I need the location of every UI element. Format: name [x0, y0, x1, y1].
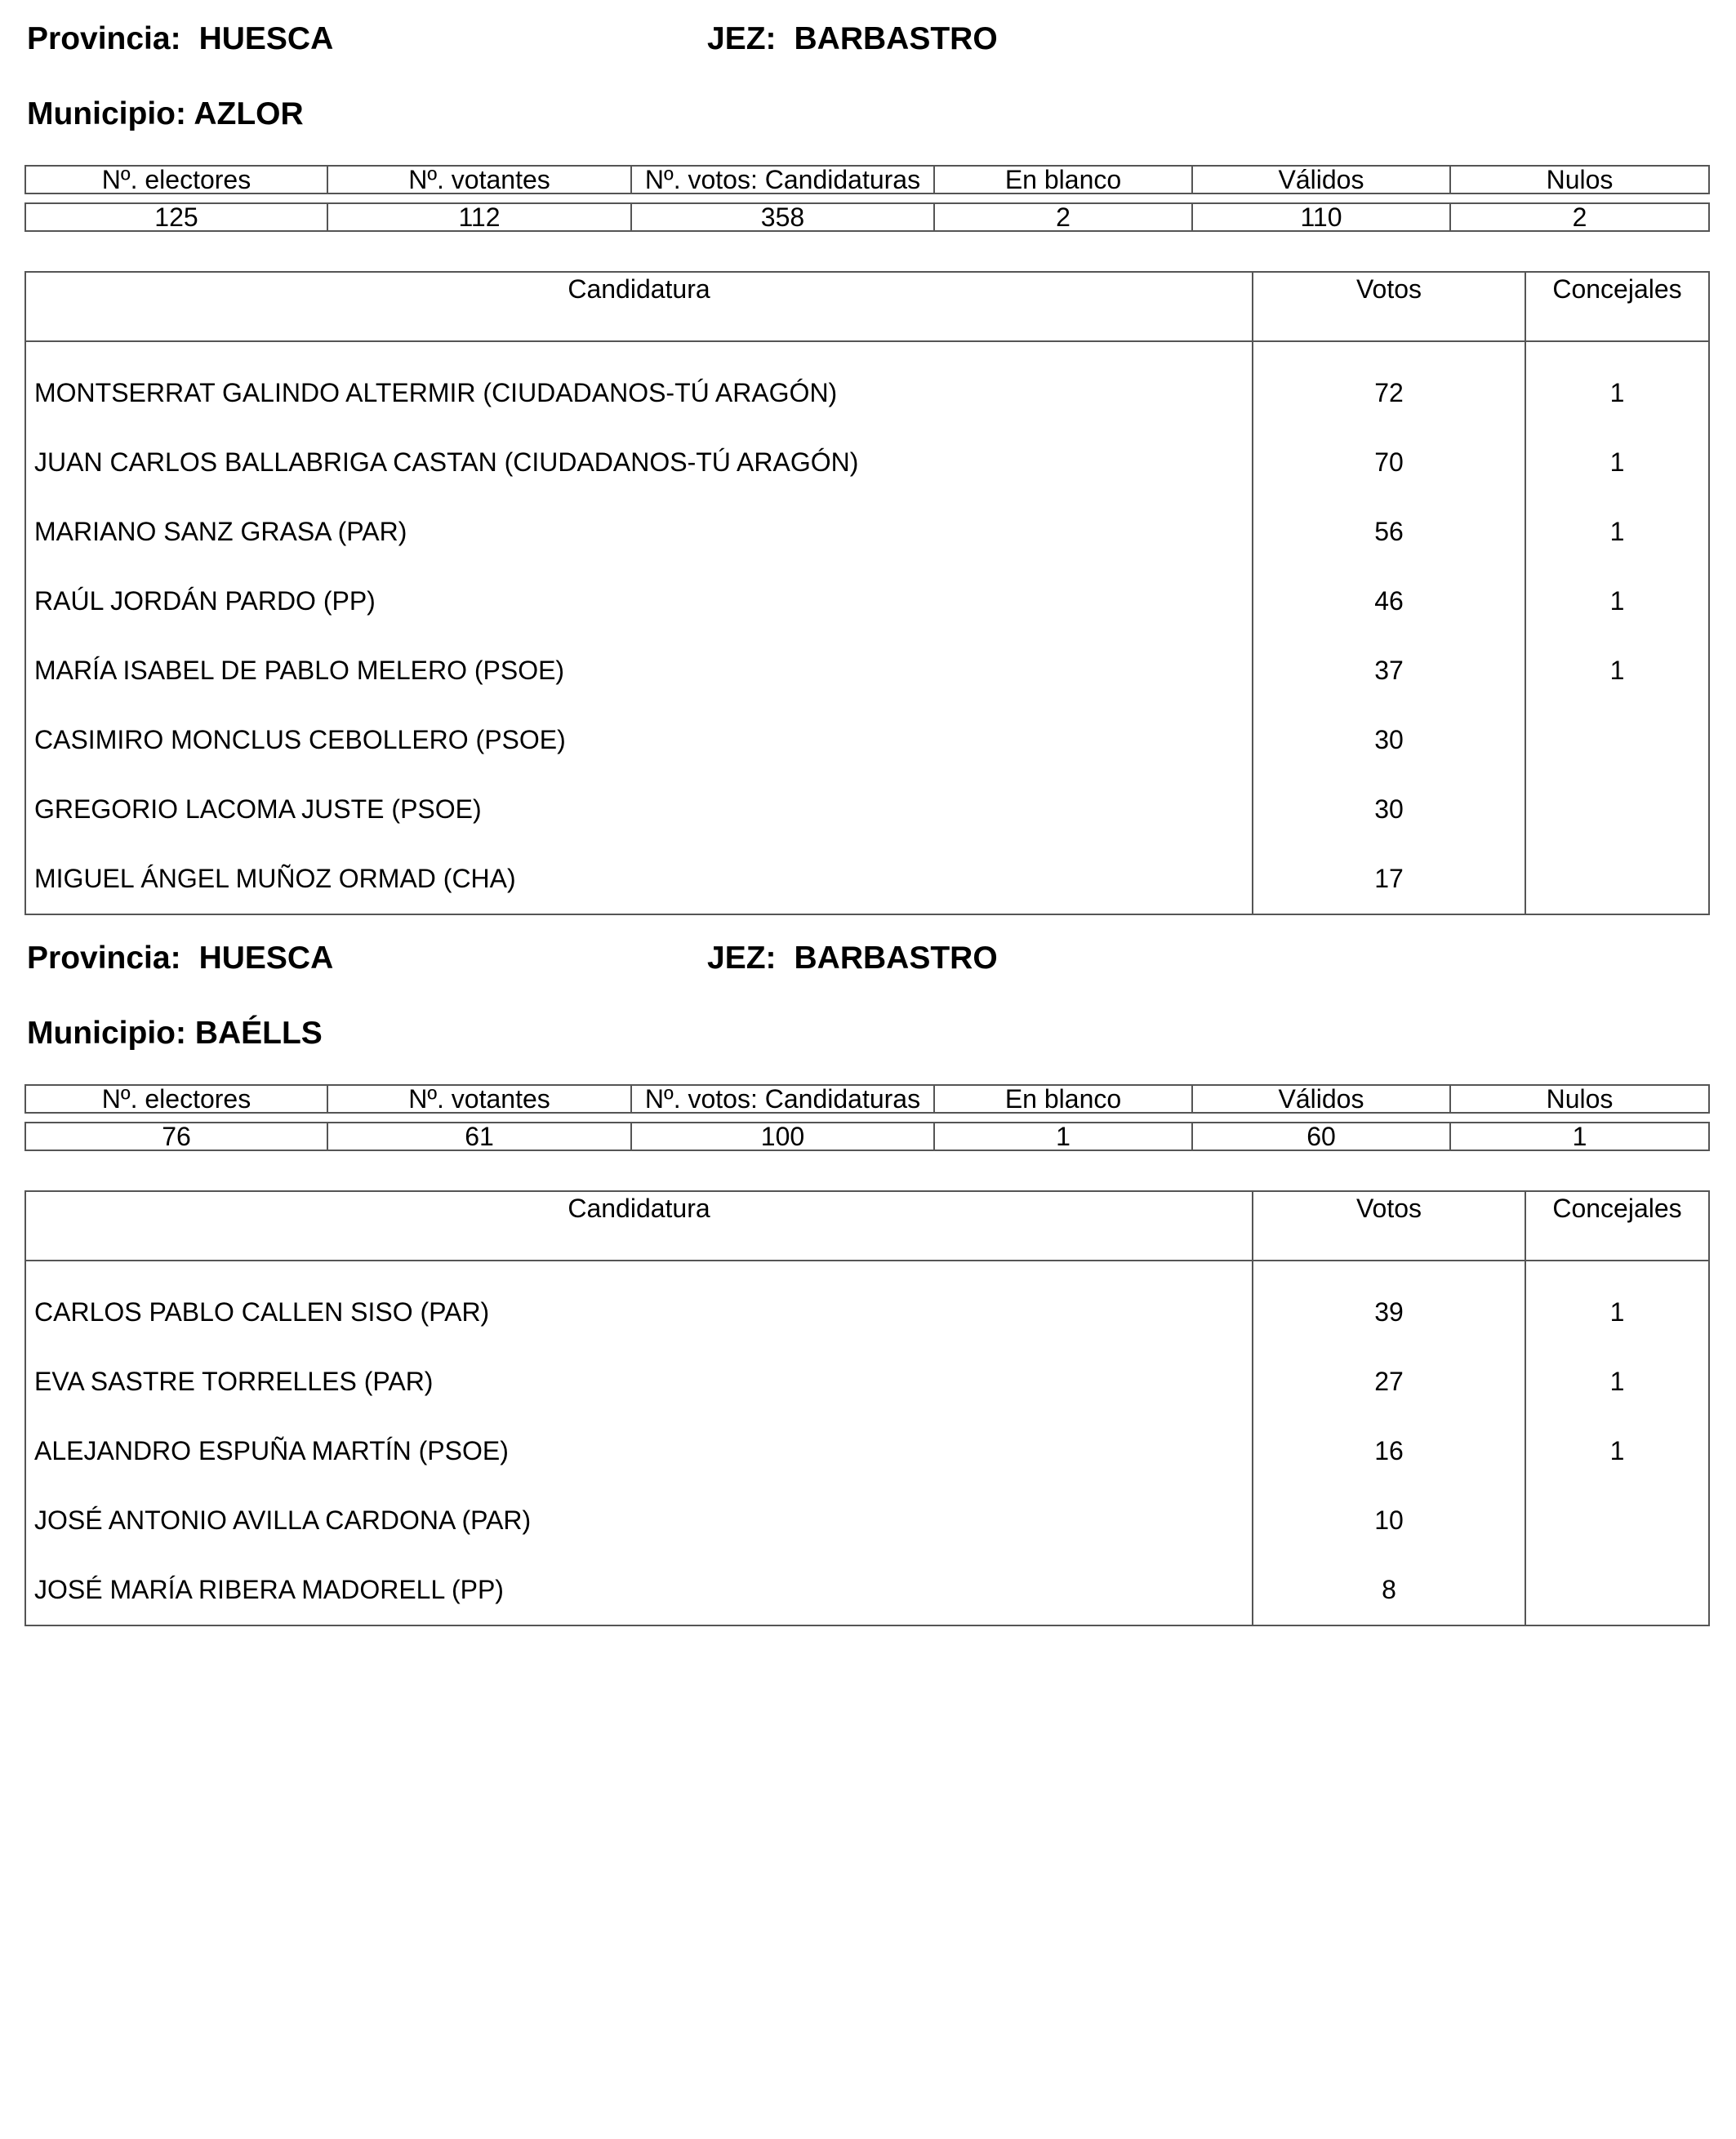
table-row — [25, 1555, 1709, 1625]
candidate-concejales — [1525, 1555, 1709, 1625]
stats-header-en-blanco: En blanco — [934, 166, 1192, 193]
table-row — [25, 428, 1709, 497]
table-row — [25, 497, 1709, 567]
candidates-header-row — [25, 272, 1709, 341]
candidate-concejales: 1 — [1525, 358, 1709, 428]
candidates-table — [24, 1190, 1710, 1626]
provincia-heading — [27, 23, 333, 55]
jez-label: JEZ: — [707, 21, 777, 56]
jez-heading — [707, 942, 998, 974]
header-votos: Votos — [1253, 1191, 1525, 1261]
candidate-concejales: 1 — [1525, 1347, 1709, 1416]
provincia-label: Provincia: — [27, 21, 181, 56]
header-candidatura: Candidatura — [25, 272, 1253, 341]
candidate-votos: 70 — [1253, 428, 1525, 497]
stats-header-votantes: Nº. votantes — [327, 166, 631, 193]
stats-value-votantes: 61 — [327, 1123, 631, 1150]
candidate-votos: 30 — [1253, 775, 1525, 844]
candidate-name: ALEJANDRO ESPUÑA MARTÍN (PSOE) — [25, 1416, 1253, 1486]
stats-value-votos-candidaturas: 100 — [631, 1123, 934, 1150]
table-row — [25, 844, 1709, 914]
table-row — [25, 636, 1709, 705]
stats-value-nulos: 2 — [1450, 203, 1709, 231]
candidate-concejales: 1 — [1525, 497, 1709, 567]
stats-value-row — [25, 203, 1709, 231]
stats-value-electores: 76 — [25, 1123, 327, 1150]
candidate-votos: 39 — [1253, 1278, 1525, 1347]
stats-value-row — [25, 1123, 1709, 1150]
candidate-votos: 46 — [1253, 567, 1525, 636]
stats-table — [24, 165, 1710, 232]
candidate-name: CASIMIRO MONCLUS CEBOLLERO (PSOE) — [25, 705, 1253, 775]
candidate-concejales: 1 — [1525, 636, 1709, 705]
stats-header-validos: Válidos — [1192, 1085, 1450, 1113]
candidates-header-row — [25, 1191, 1709, 1261]
candidate-name: GREGORIO LACOMA JUSTE (PSOE) — [25, 775, 1253, 844]
stats-header-nulos: Nulos — [1450, 1085, 1709, 1113]
jez-value: BARBASTRO — [794, 941, 998, 976]
candidate-name: MARÍA ISABEL DE PABLO MELERO (PSOE) — [25, 636, 1253, 705]
stats-header-votantes: Nº. votantes — [327, 1085, 631, 1113]
candidate-name: RAÚL JORDÁN PARDO (PP) — [25, 567, 1253, 636]
candidate-votos: 56 — [1253, 497, 1525, 567]
stats-table — [24, 1084, 1710, 1151]
municipio-value: BAÉLLS — [194, 1016, 323, 1051]
stats-header-votos-candidaturas: Nº. votos: Candidaturas — [631, 1085, 934, 1113]
stats-value-validos: 110 — [1192, 203, 1450, 231]
candidate-name: JOSÉ ANTONIO AVILLA CARDONA (PAR) — [25, 1486, 1253, 1555]
candidate-votos: 27 — [1253, 1347, 1525, 1416]
candidate-votos: 17 — [1253, 844, 1525, 914]
candidate-name: MARIANO SANZ GRASA (PAR) — [25, 497, 1253, 567]
candidate-votos: 72 — [1253, 358, 1525, 428]
stats-value-en-blanco: 2 — [934, 203, 1192, 231]
stats-value-nulos: 1 — [1450, 1123, 1709, 1150]
candidate-concejales — [1525, 844, 1709, 914]
stats-value-validos: 60 — [1192, 1123, 1450, 1150]
candidate-name: JOSÉ MARÍA RIBERA MADORELL (PP) — [25, 1555, 1253, 1625]
provincia-heading — [27, 942, 333, 974]
stats-value-votantes: 112 — [327, 203, 631, 231]
stats-header-electores: Nº. electores — [25, 166, 327, 193]
stats-header-validos: Válidos — [1192, 166, 1450, 193]
table-row — [25, 705, 1709, 775]
candidate-name: MIGUEL ÁNGEL MUÑOZ ORMAD (CHA) — [25, 844, 1253, 914]
candidate-concejales — [1525, 775, 1709, 844]
municipio-value: AZLOR — [194, 96, 304, 131]
candidate-name: JUAN CARLOS BALLABRIGA CASTAN (CIUDADANOS-TÚ ARAGÓN) — [25, 428, 1253, 497]
stats-value-en-blanco: 1 — [934, 1123, 1192, 1150]
table-row — [25, 1347, 1709, 1416]
candidate-votos: 8 — [1253, 1555, 1525, 1625]
jez-label: JEZ: — [707, 941, 777, 976]
table-row — [25, 358, 1709, 428]
jez-heading — [707, 23, 998, 55]
stats-header-row — [25, 1085, 1709, 1113]
municipio-label: Municipio: — [27, 96, 186, 131]
stats-value-votos-candidaturas: 358 — [631, 203, 934, 231]
candidate-name: EVA SASTRE TORRELLES (PAR) — [25, 1347, 1253, 1416]
candidates-table — [24, 271, 1710, 915]
candidate-votos: 16 — [1253, 1416, 1525, 1486]
stats-header-nulos: Nulos — [1450, 166, 1709, 193]
candidate-concejales: 1 — [1525, 428, 1709, 497]
table-row — [25, 567, 1709, 636]
candidate-concejales: 1 — [1525, 1416, 1709, 1486]
header-concejales: Concejales — [1525, 1191, 1709, 1261]
table-row — [25, 1486, 1709, 1555]
stats-value-electores: 125 — [25, 203, 327, 231]
header-votos: Votos — [1253, 272, 1525, 341]
candidate-votos: 37 — [1253, 636, 1525, 705]
table-row — [25, 775, 1709, 844]
municipio-heading — [27, 1017, 323, 1049]
provincia-value: HUESCA — [198, 941, 334, 976]
municipio-heading — [27, 98, 304, 130]
header-candidatura: Candidatura — [25, 1191, 1253, 1261]
header-concejales: Concejales — [1525, 272, 1709, 341]
candidate-concejales: 1 — [1525, 567, 1709, 636]
provincia-value: HUESCA — [198, 21, 334, 56]
candidate-name: CARLOS PABLO CALLEN SISO (PAR) — [25, 1278, 1253, 1347]
jez-value: BARBASTRO — [794, 21, 998, 56]
candidate-concejales — [1525, 705, 1709, 775]
table-row — [25, 1278, 1709, 1347]
stats-header-electores: Nº. electores — [25, 1085, 327, 1113]
municipio-label: Municipio: — [27, 1016, 186, 1051]
candidate-concejales — [1525, 1486, 1709, 1555]
stats-header-en-blanco: En blanco — [934, 1085, 1192, 1113]
candidate-votos: 30 — [1253, 705, 1525, 775]
candidate-votos: 10 — [1253, 1486, 1525, 1555]
candidate-concejales: 1 — [1525, 1278, 1709, 1347]
stats-header-row — [25, 166, 1709, 193]
candidate-name: MONTSERRAT GALINDO ALTERMIR (CIUDADANOS-TÚ ARAGÓN) — [25, 358, 1253, 428]
stats-header-votos-candidaturas: Nº. votos: Candidaturas — [631, 166, 934, 193]
table-row — [25, 1416, 1709, 1486]
provincia-label: Provincia: — [27, 941, 181, 976]
